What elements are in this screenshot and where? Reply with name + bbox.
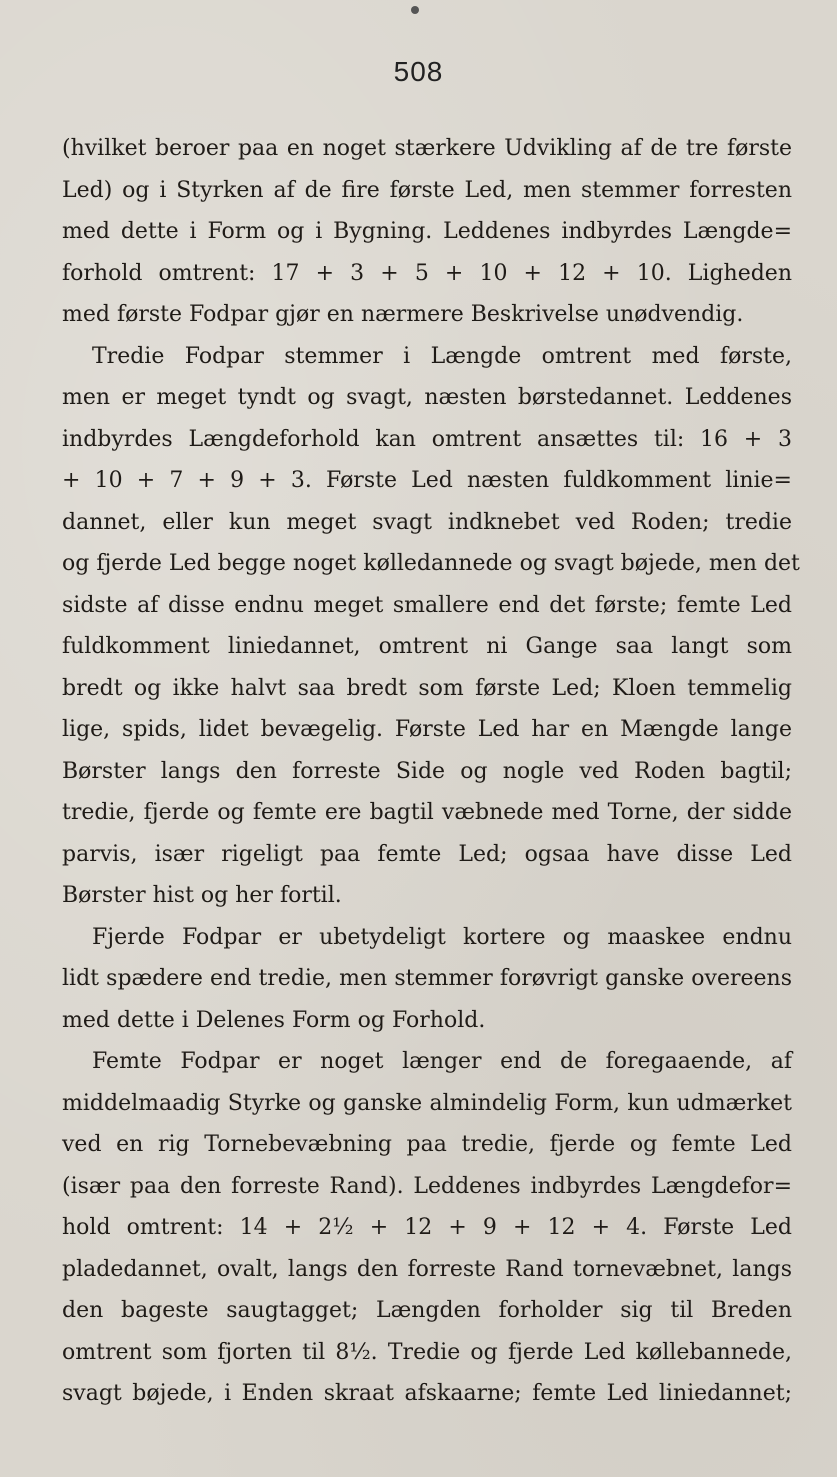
text-line: med første Fodpar gjør en nærmere Beskrivelse unødvendig. [62,302,744,327]
text-line: middelmaadig Styrke og ganske almindelig Form, kun udmærket [62,1090,792,1116]
text-line: forhold omtrent: 17 + 3 + 5 + 10 + 12 + 10. Ligheden [62,260,792,286]
text-line: Fjerde Fodpar er ubetydeligt kortere og maaskee endnu [92,924,792,950]
text-line: ved en rig Tornebevæbning paa tredie, fjerde og femte Led [62,1132,792,1157]
text-line: (især paa den forreste Rand). Leddenes indbyrdes Længdefor= [62,1173,792,1199]
text-line: dannet, eller kun meget svagt indknebet ved Roden; tredie [62,509,792,535]
text-line: + 10 + 7 + 9 + 3. Første Led næsten fuldkomment linie= [62,468,792,493]
text-line: lidt spædere end tredie, men stemmer forøvrigt ganske overeens [62,966,792,991]
text-line: Børster langs den forreste Side og nogle ved Roden bagtil; [62,758,792,784]
text-line: Tredie Fodpar stemmer i Længde omtrent med første, [92,343,792,369]
text-line: sidste af disse endnu meget smallere end det første; femte Led [62,592,792,618]
text-line: med dette i Form og i Bygning. Leddenes indbyrdes Længde= [62,219,792,244]
text-line: Femte Fodpar er noget længer end de foregaaende, af [92,1049,792,1074]
text-line: og fjerde Led begge noget kølledannede og svagt bøjede, men det [62,551,800,576]
text-line: lige, spids, lidet bevægelig. Første Led har en Mængde lange [62,717,792,742]
text-line: (hvilket beroer paa en noget stærkere Udvikling af de tre første [62,136,792,161]
page-number: 508 [393,56,444,87]
text-line: svagt bøjede, i Enden skraat afskaarne; femte Led liniedannet; [62,1381,792,1406]
text-line: indbyrdes Længdeforhold kan omtrent ansættes til: 16 + 3 [62,426,792,452]
text-line: hold omtrent: 14 + 2½ + 12 + 9 + 12 + 4. Første Led [62,1215,792,1240]
body-text [62,128,800,1415]
text-line: pladedannet, ovalt, langs den forreste Rand tornevæbnet, langs [62,1256,792,1282]
text-line: bredt og ikke halvt saa bredt som første Led; Kloen temmelig [62,675,792,701]
text-line: fuldkomment liniedannet, omtrent ni Gange saa langt som [62,634,792,659]
text-line: den bageste saugtagget; Længden forholder sig til Breden [62,1298,792,1323]
text-line: Børster hist og her fortil. [62,883,342,908]
text-line: men er meget tyndt og svagt, næsten børstedannet. Leddenes [62,385,792,410]
text-line: parvis, især rigeligt paa femte Led; ogsaa have disse Led [62,841,792,867]
ink-speck [411,6,419,14]
text-line: omtrent som fjorten til 8½. Tredie og fjerde Led køllebannede, [62,1339,792,1365]
text-line: tredie, fjerde og femte ere bagtil væbnede med Torne, der sidde [62,800,792,825]
text-line: Led) og i Styrken af de fire første Led, men stemmer forresten [62,177,792,203]
text-line: med dette i Delenes Form og Forhold. [62,1007,486,1033]
